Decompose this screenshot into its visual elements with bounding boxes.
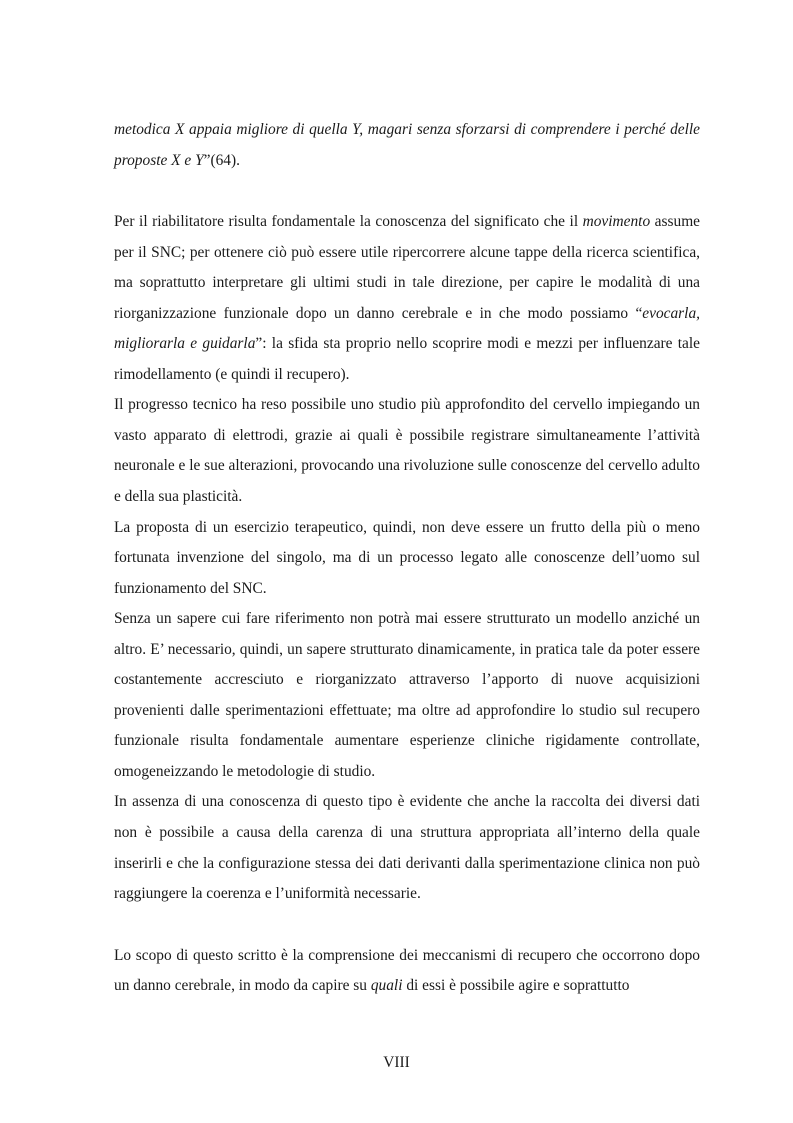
paragraph-gap: [114, 176, 700, 207]
page-number: VIII: [383, 1054, 410, 1071]
emphasis-evocarla: evocarla, migliorarla e guidarla: [114, 304, 700, 353]
paragraph-movement: Per il riabilitatore risulta fondamentale la conoscenza del significato che il movimento assume per il SNC; per ottenere ciò può essere utile ripercorrere alcune tappe della ricerca scientifica, ma soprattutto interpretare gli ultimi studi in tale direzione, per capire le modalità di una riorganizzazione funzionale dopo un danno cerebrale e in che modo possiamo “evocarla, migliorarla e guidarla”: la sfida sta proprio nello scoprire modi e mezzi per influenzare tale rimodellamento (e quindi il recupero).: [114, 213, 700, 383]
page-body: [114, 115, 700, 1002]
citation: ”(64).: [203, 151, 240, 169]
paragraph-technical-progress: Il progresso tecnico ha reso possibile uno studio più approfondito del cervello impiegando un vasto apparato di elettrodi, grazie ai quali è possibile registrare simultaneamente l’attività neuronale e le sue alterazioni, provocando una rivoluzione sulle conoscenze del cervello adulto e della sua plasticità.: [114, 396, 700, 506]
quote-italic: metodica X appaia migliore di quella Y, magari senza sforzarsi di comprendere i perché delle proposte X e Y: [114, 121, 700, 169]
emphasis-movimento: movimento: [582, 213, 651, 231]
paragraph-quote-end: [114, 115, 700, 176]
paragraph-gap: [114, 910, 700, 941]
paragraph-therapeutic-exercise: La proposta di un esercizio terapeutico, quindi, non deve essere un frutto della più o meno fortunata invenzione del singolo, ma di un processo legato alle conoscenze dell’uomo sul funzionamento del SNC.: [114, 518, 700, 597]
paragraph-structured-knowledge: Senza un sapere cui fare riferimento non potrà mai essere strutturato un modello anziché un altro. E’ necessario, quindi, un sapere strutturato dinamicamente, in pratica tale da poter essere costantemente accresciuto e riorganizzato attraverso l’apporto di nuove acquisizioni provenienti dalle sperimentazioni effettuate; ma oltre ad approfondire lo studio sul recupero funzionale risulta fondamentale aumentare esperienze cliniche rigidamente controllate, omogeneizzando le metodologie di studio.: [114, 610, 700, 780]
emphasis-quali: quali: [370, 977, 403, 995]
paragraph-absence-knowledge: In assenza di una conoscenza di questo tipo è evidente che anche la raccolta dei diversi dati non è possibile a causa della carenza di una struttura appropriata all’interno della quale inserirli e che la configurazione stessa dei dati derivanti dalla sperimentazione clinica non può raggiungere la coerenza e l’uniformità necessarie.: [114, 793, 700, 903]
paragraph-purpose: Lo scopo di questo scritto è la comprensione dei meccanismi di recupero che occorrono dopo un danno cerebrale, in modo da capire su quali di essi è possibile agire e soprattutto: [114, 946, 700, 995]
